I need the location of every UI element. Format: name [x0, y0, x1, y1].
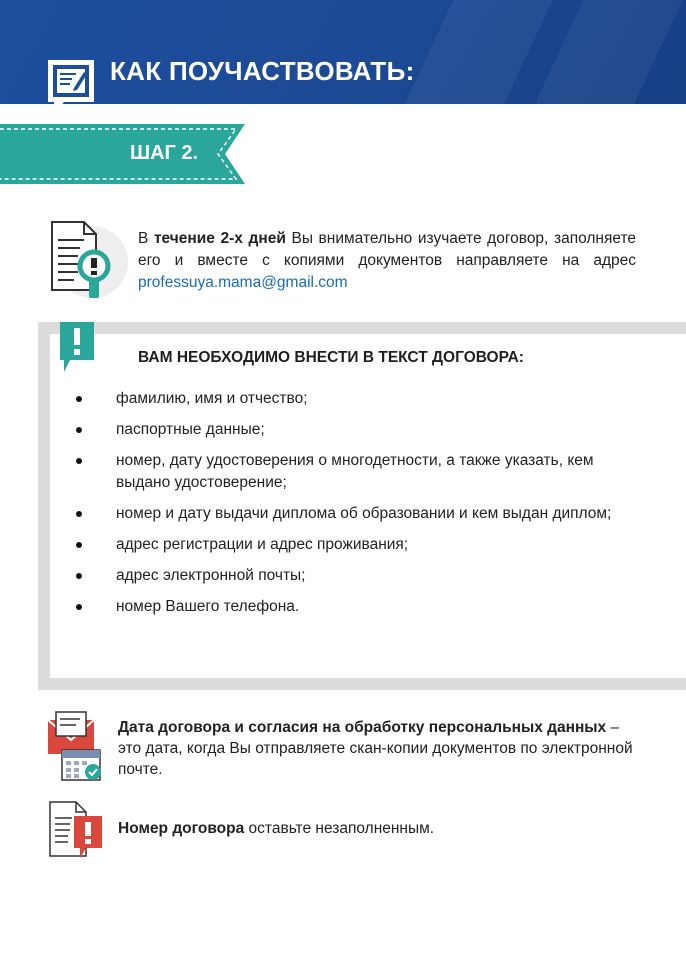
contract-number-note-bold: Номер договора — [118, 820, 245, 837]
requirements-title: ВАМ НЕОБХОДИМО ВНЕСТИ В ТЕКСТ ДОГОВОРА: — [138, 349, 524, 366]
list-item: паспортные данные; — [72, 419, 642, 441]
contract-number-note: Номер договора оставьте незаполненным. — [118, 820, 435, 837]
email-calendar-icon — [46, 710, 106, 782]
exclamation-bookmark-icon — [60, 322, 94, 374]
email-address: professuya.mama@gmail.com — [138, 274, 348, 291]
list-item: номер и дату выдачи диплома об образовании и кем выдан диплом; — [72, 503, 642, 525]
step-ribbon — [0, 124, 245, 184]
document-pen-icon — [44, 58, 98, 118]
intro-bold-phrase: течение 2-х дней — [153, 230, 286, 247]
list-item: адрес регистрации и адрес проживания; — [72, 534, 642, 556]
list-item: номер, дату удостоверения о многодетности, а также указать, кем выдано удостоверение; — [72, 450, 642, 494]
list-item: фамилию, имя и отчество; — [72, 388, 642, 410]
list-item: номер Вашего телефона. — [72, 596, 642, 618]
requirements-list — [72, 388, 642, 618]
document-warning-icon — [46, 800, 104, 862]
step-label: ШАГ 2. — [130, 142, 199, 164]
list-item: адрес электронной почты; — [72, 565, 642, 587]
contract-date-note: Дата договора и согласия на обработку персональных данных – это дата, когда Вы отправляете скан-копии документов по электронной почте. — [118, 719, 633, 778]
page-title: КАК ПОУЧАСТВОВАТЬ: — [110, 56, 415, 86]
contract-date-note-bold: Дата договора и согласия на обработку персональных данных — [118, 719, 607, 736]
page-header — [0, 0, 686, 104]
document-magnifier-icon — [44, 218, 128, 302]
intro-text: В течение 2-х дней Вы внимательно изучаете договор, заполняете его и вместе с копиями документов направляете на адрес professuya.mama@gmail.com — [138, 230, 637, 291]
header-stripe — [384, 0, 567, 104]
